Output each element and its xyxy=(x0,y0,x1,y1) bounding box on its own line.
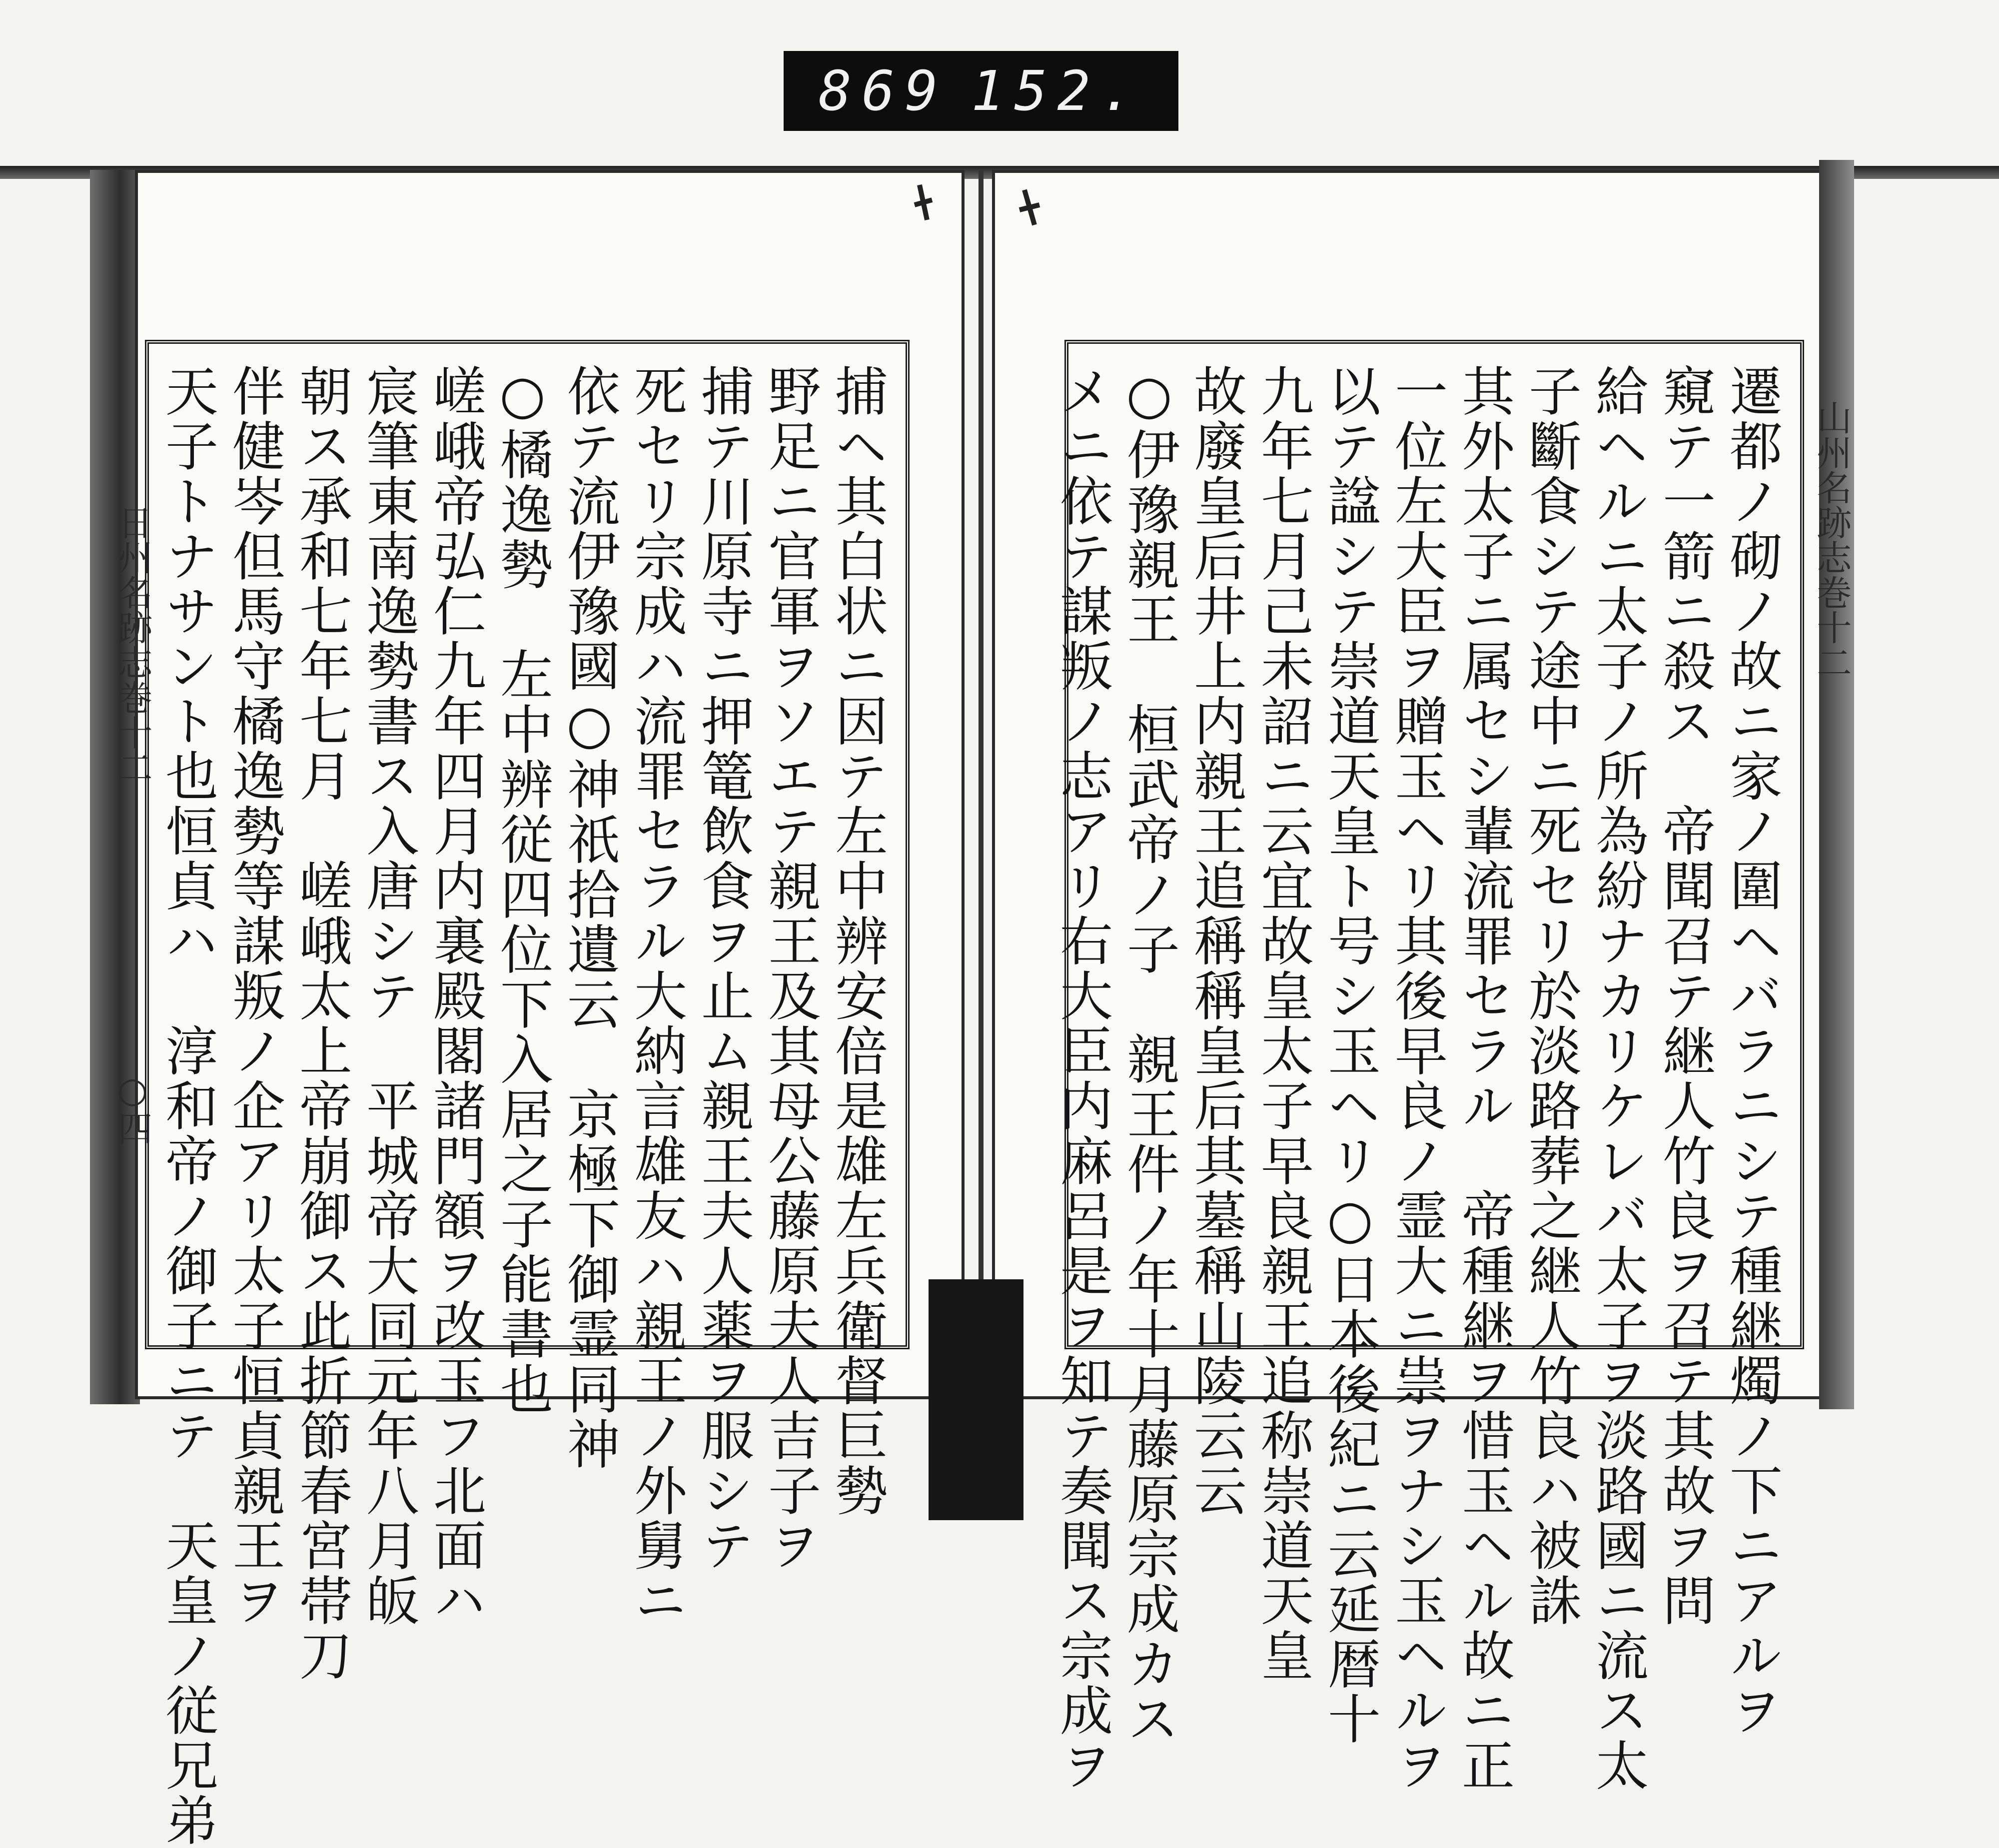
binding-marks xyxy=(910,175,1059,235)
left-text-column: ○橘逸勢 左中辨従四位下入居之子能書也 xyxy=(492,364,553,1417)
right-text-column: 一位左大臣ヲ贈玉ヘリ其後早良ノ霊大ニ祟ヲナシ玉ヘルヲ xyxy=(1386,364,1448,1793)
left-text-column: 朝ス承和七年七月 嵯峨太上帝崩御ス此折節春宮帯刀 xyxy=(291,364,352,1683)
right-text-column: 以テ諡シテ崇道天皇ト号シ玉ヘリ○日本後紀ニ云延暦十 xyxy=(1319,364,1381,1747)
left-text-column: 依テ流伊豫國○神祇拾遺云 京極下御霊同神 xyxy=(559,364,620,1472)
left-text-column: 伴健岑但馬守橘逸勢等謀叛ノ企アリ太子恒貞親王ヲ xyxy=(224,364,285,1628)
left-margin-folio: ○四 xyxy=(112,1069,153,1145)
left-text-column: 死セリ宗成ハ流罪セラル大納言雄友ハ親王ノ外舅ニ xyxy=(626,364,687,1628)
right-text-column: 子斷食シテ途中ニ死セリ於淡路葬之継人竹良ハ被誅 xyxy=(1520,364,1582,1628)
left-text-column: 嵯峨帝弘仁九年四月内裏殿閣諸門額ヲ改玉フ北面ハ xyxy=(425,364,486,1628)
book-gutter xyxy=(929,1279,1023,1520)
right-text-column: 故廢皇后井上内親王追稱稱皇后其墓稱山陵云云 xyxy=(1185,364,1247,1518)
left-text-column: 天子トナサント也恒貞ハ 淳和帝ノ御子ニテ 天皇ノ従兄弟 xyxy=(157,364,218,1848)
right-margin-title: 山州名跡志巻十二 xyxy=(1811,400,1852,680)
film-frame-number: 152. xyxy=(971,59,1143,123)
book-gutter-line xyxy=(979,170,984,1284)
film-reel-number: 869 xyxy=(819,59,948,123)
right-text-column: 遷都ノ砌ノ故ニ家ノ圍ヘバラニシテ種継燭ノ下ニアルヲ xyxy=(1721,364,1783,1738)
right-text-column: 給ヘルニ太子ノ所為紛ナカリケレバ太子ヲ淡路國ニ流ス太 xyxy=(1587,364,1649,1793)
left-page-edge xyxy=(90,170,140,1404)
left-text-column: 捕ヘ其白状ニ因テ左中辨安倍是雄左兵衛督巨勢 xyxy=(827,364,888,1518)
left-text-column: 宸筆東南逸勢書ス入唐シテ 平城帝大同元年八月皈 xyxy=(358,364,419,1628)
left-text-column: 野足ニ官軍ヲソエテ親王及其母公藤原夫人吉子ヲ xyxy=(760,364,821,1573)
right-text-column: 九年七月己未詔ニ云宜故皇太子早良親王追称崇道天皇 xyxy=(1252,364,1314,1683)
film-id-label xyxy=(784,51,1178,131)
left-text-block xyxy=(157,364,891,1848)
right-text-block xyxy=(1051,364,1785,1793)
left-text-column: 捕テ川原寺ニ押篭飲食ヲ止ム親王夫人薬ヲ服シテ xyxy=(693,364,754,1573)
right-text-column: メニ依テ謀叛ノ志アリ右大臣内麻呂是ヲ知テ奏聞ス宗成ヲ xyxy=(1051,364,1113,1793)
right-page-edge xyxy=(1819,160,1854,1409)
left-margin-title: 日州名跡志巻十二 xyxy=(112,505,153,785)
right-text-column: 其外太子ニ属セシ輩流罪セラル 帝種継ヲ惜玉ヘル故ニ正 xyxy=(1453,364,1515,1793)
right-text-frame xyxy=(1051,340,1804,1793)
right-text-column: 窺テ一箭ニ殺ス 帝聞召テ継人竹良ヲ召テ其故ヲ問 xyxy=(1654,364,1716,1628)
right-text-column: ○伊豫親王 桓武帝ノ子 親王件ノ年十月藤原宗成カス xyxy=(1118,364,1180,1747)
left-text-frame xyxy=(145,340,910,1848)
